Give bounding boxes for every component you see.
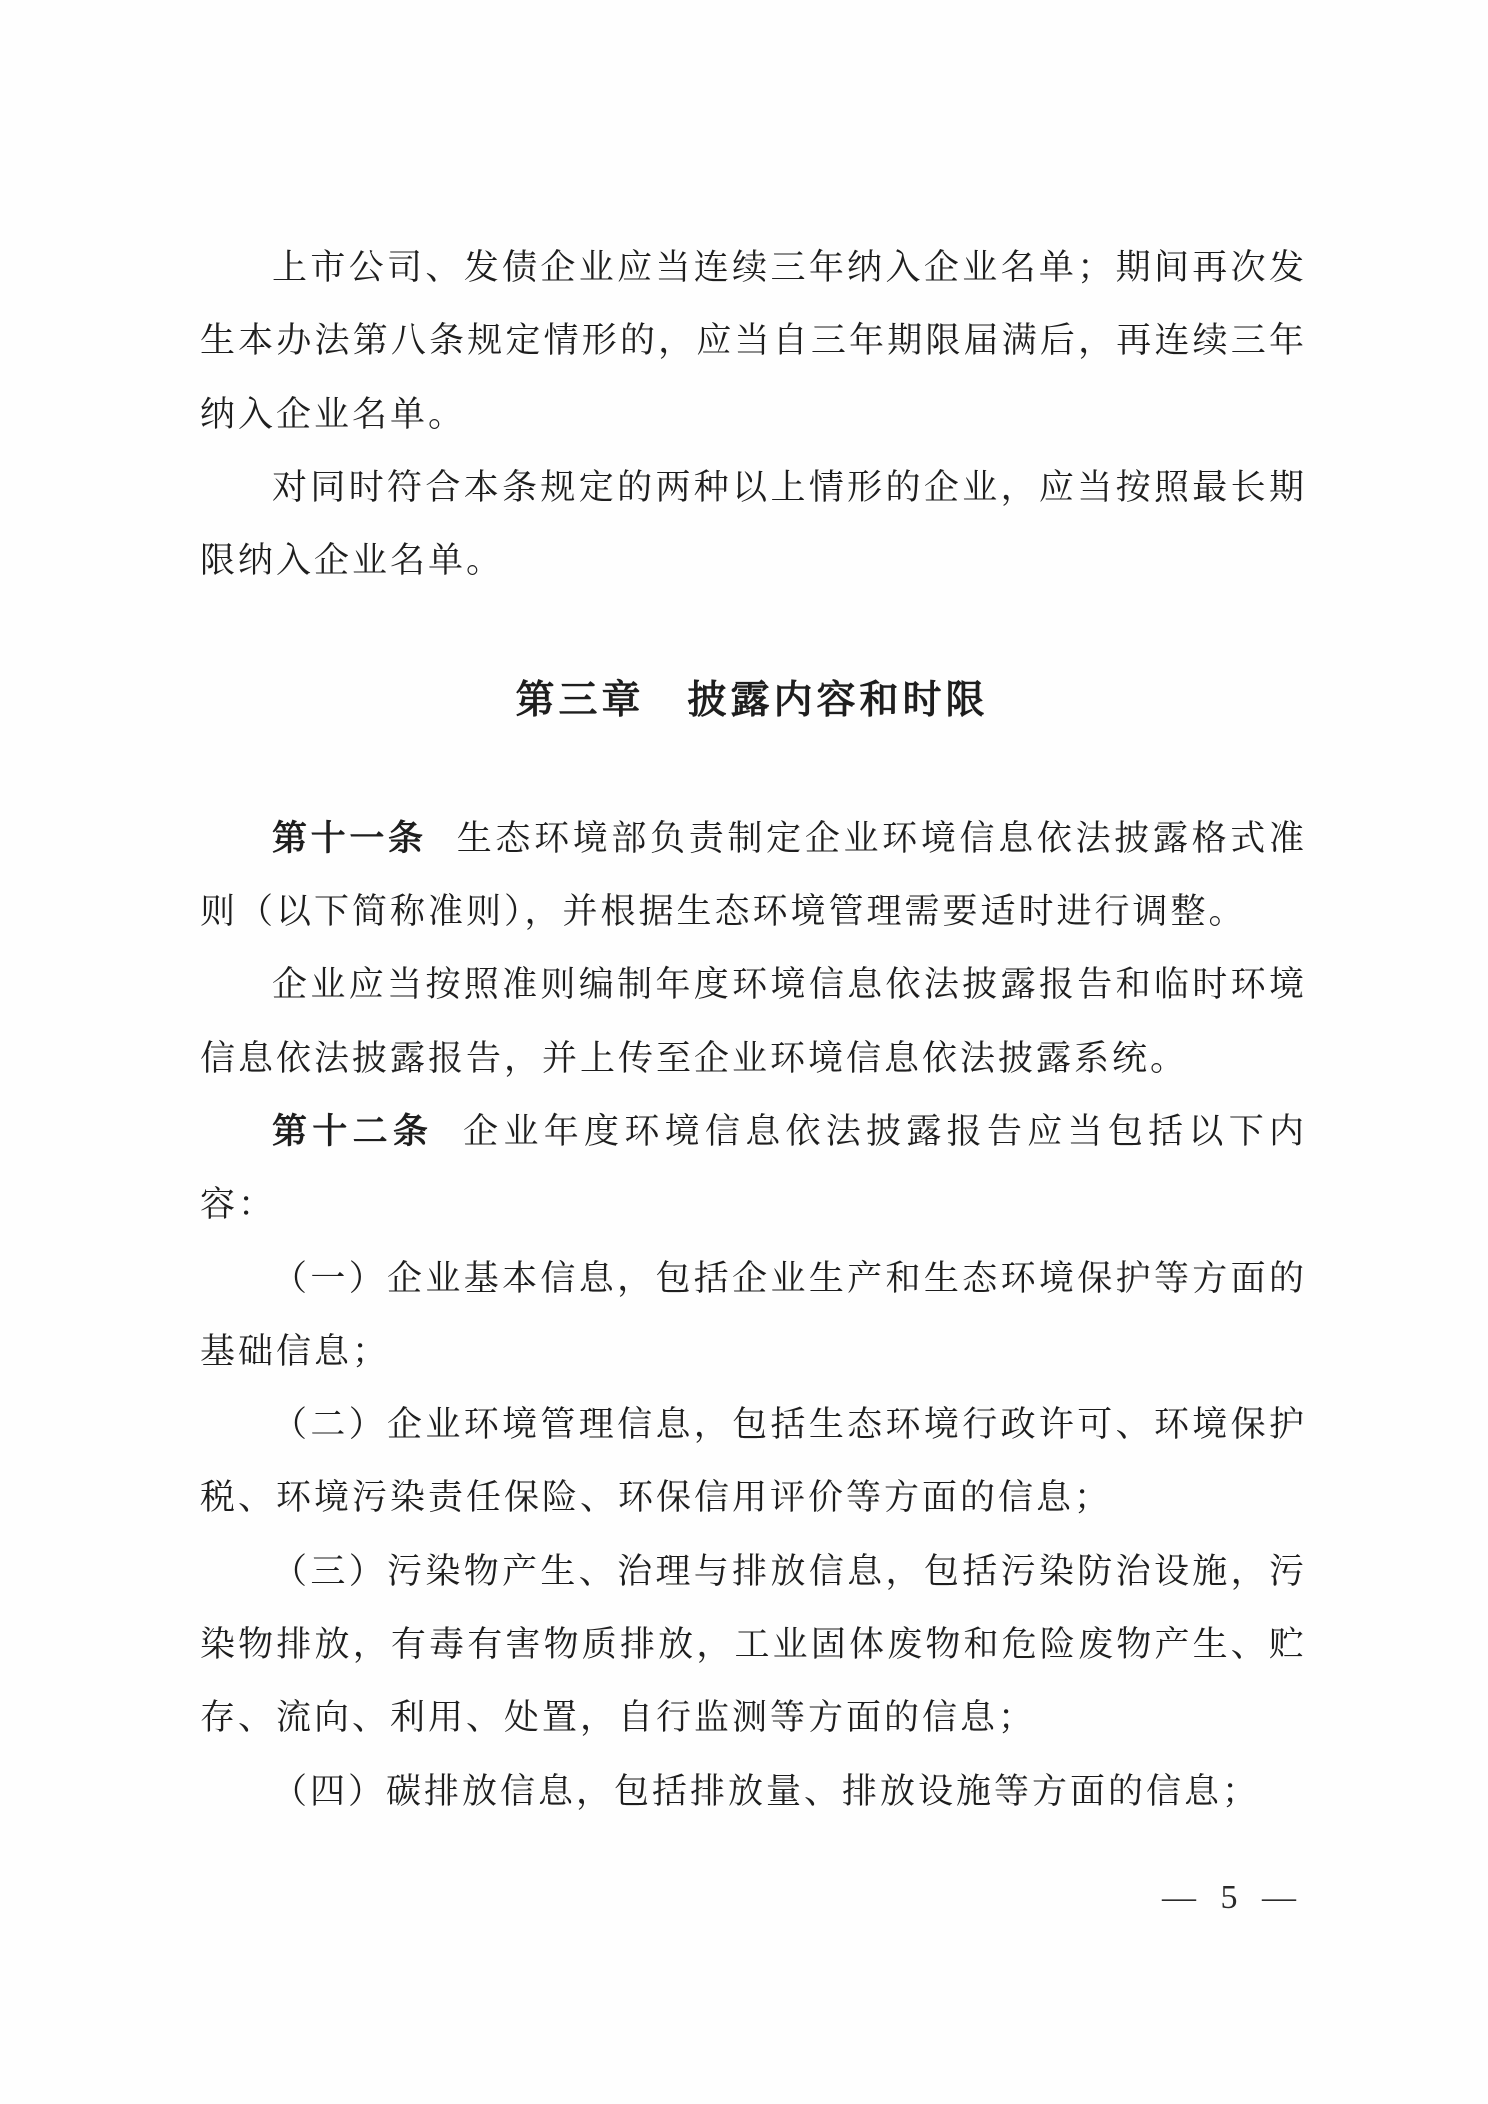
article11-para2-line1: 企业应当按照准则编制年度环境信息依法披露报告和临时环境 (272, 965, 1304, 1005)
article11-line1 (200, 802, 1304, 875)
page-number: — 5 — (1162, 1878, 1304, 1916)
article12-line1-text: 企业年度环境信息依法披露报告应当包括以下内 (463, 1111, 1304, 1151)
article12-item4-line1: （四）碳排放信息，包括排放量、排放设施等方面的信息； (272, 1771, 1261, 1811)
article11-number: 第十一条 (272, 818, 427, 858)
article11-line1-text: 生态环境部负责制定企业环境信息依法披露格式准 (456, 818, 1304, 858)
chapter-heading: 第三章 披露内容和时限 (515, 679, 989, 723)
para-listing-line1: 上市公司、发债企业应当连续三年纳入企业名单；期间再次发 (272, 248, 1304, 287)
article12-item2-line1: （二）企业环境管理信息，包括生态环境行政许可、环境保护 (272, 1405, 1304, 1445)
article12-item2-line2: 税、环境污染责任保险、环保信用评价等方面的信息； (200, 1478, 1113, 1518)
article12-item1-line2: 基础信息； (200, 1331, 391, 1371)
para-listing-line2: 生本办法第八条规定情形的，应当自三年期限届满后，再连续三年 (200, 321, 1304, 361)
article12-item3-line3: 存、流向、利用、处置，自行监测等方面的信息； (200, 1698, 1037, 1738)
article12-number: 第十二条 (272, 1111, 434, 1151)
article11-para2-line2: 信息依法披露报告，并上传至企业环境信息依法披露系统。 (200, 1038, 1189, 1078)
para-listing-line3: 纳入企业名单。 (200, 394, 467, 434)
para-multiple-line1: 对同时符合本条规定的两种以上情形的企业，应当按照最长期 (272, 467, 1304, 507)
article11-line2: 则（以下简称准则），并根据生态环境管理需要适时进行调整。 (200, 892, 1247, 932)
document-body (200, 231, 1304, 1934)
article12-item1-line1: （一）企业基本信息，包括企业生产和生态环境保护等方面的 (272, 1258, 1304, 1298)
para-multiple-line2: 限纳入企业名单。 (200, 541, 505, 581)
article12-item3-line1: （三）污染物产生、治理与排放信息，包括污染防治设施，污 (272, 1551, 1304, 1591)
article12-item3-line2: 染物排放，有毒有害物质排放，工业固体废物和危险废物产生、贮 (200, 1625, 1304, 1665)
article12-line2: 容： (200, 1185, 277, 1225)
article12-line1 (200, 1095, 1304, 1168)
